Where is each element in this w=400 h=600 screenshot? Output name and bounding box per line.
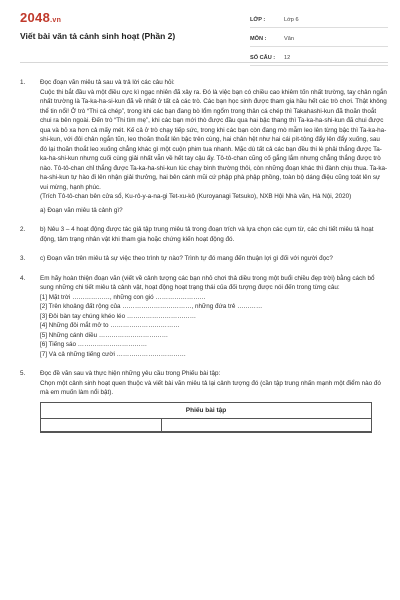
question-number: 4. bbox=[20, 274, 26, 282]
passage-source: (Trích Tô-tô-chan bên cửa sổ, Ku-rô-y-a-na-gi Tet-xu-kô (Kuroyanagi Tetsuko), NXB Hội Nhà văn, Hà Nội, 2020) bbox=[40, 193, 352, 200]
question-text: c) Đoạn văn trên miêu tả sự việc theo trình tự nào? Trình tự đó mang đến thuận lợi gì đối với người đọc? bbox=[40, 255, 333, 262]
meta-info bbox=[250, 12, 388, 69]
question-number: 2. bbox=[20, 226, 26, 233]
fill-line: [5] Những cánh diều …………………………… bbox=[40, 331, 169, 339]
fill-line: [4] Những đôi mắt mở to …………………………… bbox=[40, 322, 180, 329]
question-text: Em hãy hoàn thiện đoạn văn (viết về cảnh tượng các bạn nhỏ chơi thả diều trong một buổi chiều đẹp trời) bằng cách bổ sung những chi tiết miêu tả cảnh vật, hoạt động hoạt trạng thái của đối tượng được nói đến trong từng câu: bbox=[40, 274, 375, 291]
question-text: Đọc đề văn sau và thực hiện những yêu cầu trong Phiếu bài tập: bbox=[40, 370, 221, 377]
question-3 bbox=[20, 254, 388, 264]
question-1 bbox=[20, 78, 388, 215]
fill-line: [2] Trên khoảng đất rộng của ……………………………, những đứa trẻ ………… bbox=[40, 303, 263, 310]
passage-text: Cuộc thi bắt đầu và một điều cực kì ngạc nhiên đã xảy ra. Đó là việc bạn có chiều cao khiêm tốn nhất trường, tay chân ngắn nhất trường là Ta-ka-ha-si-kun đã về nhất ở tất cả các trò. Các bạn học sinh được tham gia hầu hết các trò chơi. Thật không thể tin nổi! Ở trò “Thi cá chép”, trong khi các bạn đang bò lổm ngổm trong thân cá chép thì Takahashi-kun đã thoăn thoắt chui ra bên ngoài. Đến trò “Thi tìm mẹ”, khi các bạn mới thò được đầu qua hai bậc thang thì Ta-ka-ha-shi-kun đã chui được qua và bỏ xa hơn cả mấy mét. Kế cả ở trò chạy tiếp sức, trong khi các bạn còn đang mò mẫm leo lên từng bậc thì Ta-ka-ha-shi-kun, với đôi chân ngắn tũn, leo thoăn thoắt lên bậc trên cùng, hai chân hệt như hai cái pít-tông đẩy lên đẩy xuống, sau đó lại thoăn thoắt leo xuống chẳng khác gì một cuộn phim tua nhanh. Mặc dù tất cả các bạn đều thi lè phải thắng được Ta-ka-ha-shi-kun nhưng cuối cùng giải nhất vẫn về hết tay cậu ấy. Tô-tô-chan cũng cố gắng lắm nhưng chẳng thắng được trò nào. Tô-tô-chan chỉ thắng được Ta-ka-ha-shi-kun lúc chạy bình thường thôi, còn những đoạn khác thì đành chịu thua. Ta-ka-ha-shi-kun tự hào đi lên nhận giải thưởng, hai bên cánh mũi cứ phập phà phập phồng, toàn bộ dáng điệu cũng toát lên sự vui mừng, hạnh phúc. bbox=[40, 88, 388, 191]
worksheet-title: Phiếu bài tập bbox=[41, 403, 371, 420]
worksheet-table bbox=[40, 402, 372, 434]
site-logo[interactable]: 2048.vn bbox=[20, 10, 62, 25]
fill-line: [6] Tiếng sáo …………………………… bbox=[40, 341, 148, 348]
fill-line: [1] Mặt trời ………………, những con gió …………………… bbox=[40, 293, 206, 301]
question-number: 1. bbox=[20, 79, 26, 86]
question-prompt: Đọc đoạn văn miêu tả sau và trả lời các câu hỏi: bbox=[40, 79, 175, 86]
meta-row-class: LỚP : Lớp 6 bbox=[250, 12, 388, 28]
sub-question: a) Đoạn văn miêu tả cảnh gì? bbox=[40, 206, 123, 214]
meta-row-count: SỐ CÂU : 12 bbox=[250, 50, 388, 66]
fill-line: [3] Đôi bàn tay chúng khéo léo …………………………… bbox=[40, 312, 197, 320]
fill-line: [7] Và cả những tiếng cười …………………………… bbox=[40, 350, 186, 358]
question-number: 3. bbox=[20, 255, 26, 262]
question-2 bbox=[20, 225, 388, 244]
questions-list bbox=[20, 78, 388, 443]
header bbox=[20, 10, 388, 63]
question-text: b) Nêu 3 – 4 hoạt động được tác giả tập trung miêu tả trong đoạn trích và lựa chọn các cụm từ, các chi tiết miêu tả hoạt động, tâm trạng nhân vật khi tham gia hoặc chứng kiến hoạt động đó. bbox=[40, 226, 374, 243]
worksheet-row bbox=[41, 419, 371, 432]
page-title: Viết bài văn tả cảnh sinh hoạt (Phần 2) bbox=[20, 31, 176, 41]
question-5 bbox=[20, 369, 388, 433]
question-number: 5. bbox=[20, 370, 26, 377]
meta-row-subject: MÔN : Văn bbox=[250, 31, 388, 47]
question-4 bbox=[20, 274, 388, 360]
question-text: Chọn một cảnh sinh hoạt quen thuộc và viết bài văn miêu tả lại cảnh tượng đó (cần tập trung nhấn mạnh một điểm nào đó mà em muốn làm nổi bật). bbox=[40, 379, 381, 396]
